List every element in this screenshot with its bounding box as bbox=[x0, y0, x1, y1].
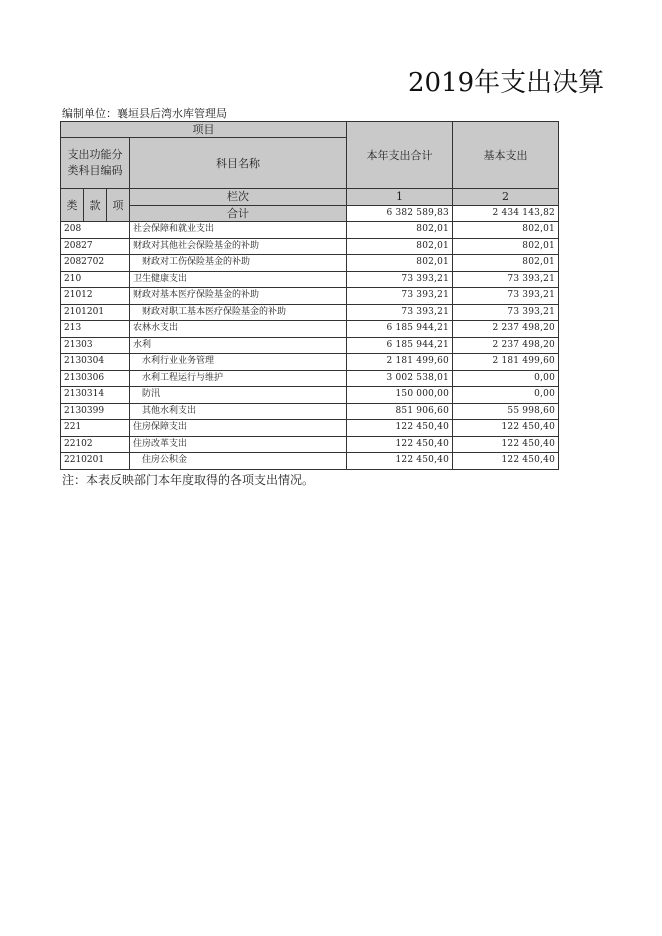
row-name: 水利 bbox=[130, 337, 347, 354]
heji-basic: 2 434 143,82 bbox=[453, 205, 559, 222]
footnote: 注：本表反映部门本年度取得的各项支出情况。 bbox=[62, 473, 315, 487]
table-row bbox=[61, 420, 559, 437]
kuan-header: 款 bbox=[84, 189, 107, 222]
row-code: 2130304 bbox=[61, 354, 130, 371]
row-code: 22102 bbox=[61, 436, 130, 453]
table-row bbox=[61, 222, 559, 239]
row-basic: 802,01 bbox=[453, 238, 559, 255]
row-basic: 122 450,40 bbox=[453, 420, 559, 437]
row-name: 财政对基本医疗保险基金的补助 bbox=[130, 288, 347, 305]
row-code: 210 bbox=[61, 271, 130, 288]
row-code: 21012 bbox=[61, 288, 130, 305]
table-row bbox=[61, 354, 559, 371]
row-total: 122 450,40 bbox=[347, 453, 453, 470]
code-label-header: 支出功能分类科目编码 bbox=[61, 138, 130, 189]
row-basic: 73 393,21 bbox=[453, 304, 559, 321]
row-total: 150 000,00 bbox=[347, 387, 453, 404]
row-name: 其他水利支出 bbox=[130, 403, 347, 420]
table-row bbox=[61, 321, 559, 338]
table-row bbox=[61, 337, 559, 354]
lei-header: 类 bbox=[61, 189, 84, 222]
heji-total: 6 382 589,83 bbox=[347, 205, 453, 222]
row-total: 73 393,21 bbox=[347, 288, 453, 305]
row-code: 20827 bbox=[61, 238, 130, 255]
row-total: 2 181 499,60 bbox=[347, 354, 453, 371]
name-label-header: 科目名称 bbox=[130, 138, 347, 189]
table-row bbox=[61, 370, 559, 387]
report-title: 2019年支出决算 bbox=[408, 68, 605, 98]
row-code: 2210201 bbox=[61, 453, 130, 470]
project-header: 项目 bbox=[61, 122, 347, 138]
row-total: 73 393,21 bbox=[347, 271, 453, 288]
table-row bbox=[61, 453, 559, 470]
row-code: 21303 bbox=[61, 337, 130, 354]
col-basic-header: 基本支出 bbox=[453, 122, 559, 189]
row-code: 2082702 bbox=[61, 255, 130, 272]
row-total: 802,01 bbox=[347, 222, 453, 239]
row-code: 208 bbox=[61, 222, 130, 239]
row-name: 财政对其他社会保险基金的补助 bbox=[130, 238, 347, 255]
col-total-header: 本年支出合计 bbox=[347, 122, 453, 189]
row-total: 802,01 bbox=[347, 238, 453, 255]
header-row-lei bbox=[61, 189, 559, 206]
row-basic: 73 393,21 bbox=[453, 271, 559, 288]
table-row bbox=[61, 255, 559, 272]
row-basic: 55 998,60 bbox=[453, 403, 559, 420]
col1-number: 1 bbox=[347, 189, 453, 206]
row-total: 3 002 538,01 bbox=[347, 370, 453, 387]
table-row bbox=[61, 238, 559, 255]
row-total: 122 450,40 bbox=[347, 420, 453, 437]
row-total: 851 906,60 bbox=[347, 403, 453, 420]
row-basic: 0,00 bbox=[453, 370, 559, 387]
row-name: 水利行业业务管理 bbox=[130, 354, 347, 371]
row-name: 住房公积金 bbox=[130, 453, 347, 470]
row-name: 财政对工伤保险基金的补助 bbox=[130, 255, 347, 272]
row-code: 221 bbox=[61, 420, 130, 437]
row-name: 防汛 bbox=[130, 387, 347, 404]
row-basic: 73 393,21 bbox=[453, 288, 559, 305]
row-name: 财政对职工基本医疗保险基金的补助 bbox=[130, 304, 347, 321]
row-total: 6 185 944,21 bbox=[347, 337, 453, 354]
row-basic: 802,01 bbox=[453, 222, 559, 239]
row-code: 2130399 bbox=[61, 403, 130, 420]
row-name: 卫生健康支出 bbox=[130, 271, 347, 288]
table-row bbox=[61, 436, 559, 453]
row-name: 住房保障支出 bbox=[130, 420, 347, 437]
row-code: 2130306 bbox=[61, 370, 130, 387]
table-row bbox=[61, 288, 559, 305]
table-row bbox=[61, 271, 559, 288]
row-code: 2101201 bbox=[61, 304, 130, 321]
row-total: 6 185 944,21 bbox=[347, 321, 453, 338]
heji-label: 合计 bbox=[130, 205, 347, 222]
row-basic: 122 450,40 bbox=[453, 453, 559, 470]
row-name: 农林水支出 bbox=[130, 321, 347, 338]
row-basic: 2 181 499,60 bbox=[453, 354, 559, 371]
row-total: 802,01 bbox=[347, 255, 453, 272]
table-row bbox=[61, 387, 559, 404]
row-basic: 2 237 498,20 bbox=[453, 337, 559, 354]
row-basic: 2 237 498,20 bbox=[453, 321, 559, 338]
row-total: 73 393,21 bbox=[347, 304, 453, 321]
row-basic: 122 450,40 bbox=[453, 436, 559, 453]
table-row bbox=[61, 304, 559, 321]
row-total: 122 450,40 bbox=[347, 436, 453, 453]
header-row-heji bbox=[61, 205, 559, 222]
row-basic: 0,00 bbox=[453, 387, 559, 404]
compiling-unit: 编制单位：襄垣县后湾水库管理局 bbox=[62, 107, 227, 120]
expenditure-table bbox=[60, 121, 559, 470]
row-name: 住房改革支出 bbox=[130, 436, 347, 453]
table-row bbox=[61, 403, 559, 420]
col2-number: 2 bbox=[453, 189, 559, 206]
row-name: 社会保障和就业支出 bbox=[130, 222, 347, 239]
xiang-header: 项 bbox=[107, 189, 130, 222]
header-row-project bbox=[61, 122, 559, 138]
row-basic: 802,01 bbox=[453, 255, 559, 272]
row-code: 2130314 bbox=[61, 387, 130, 404]
row-code: 213 bbox=[61, 321, 130, 338]
row-name: 水利工程运行与维护 bbox=[130, 370, 347, 387]
lanci-header: 栏次 bbox=[130, 189, 347, 206]
